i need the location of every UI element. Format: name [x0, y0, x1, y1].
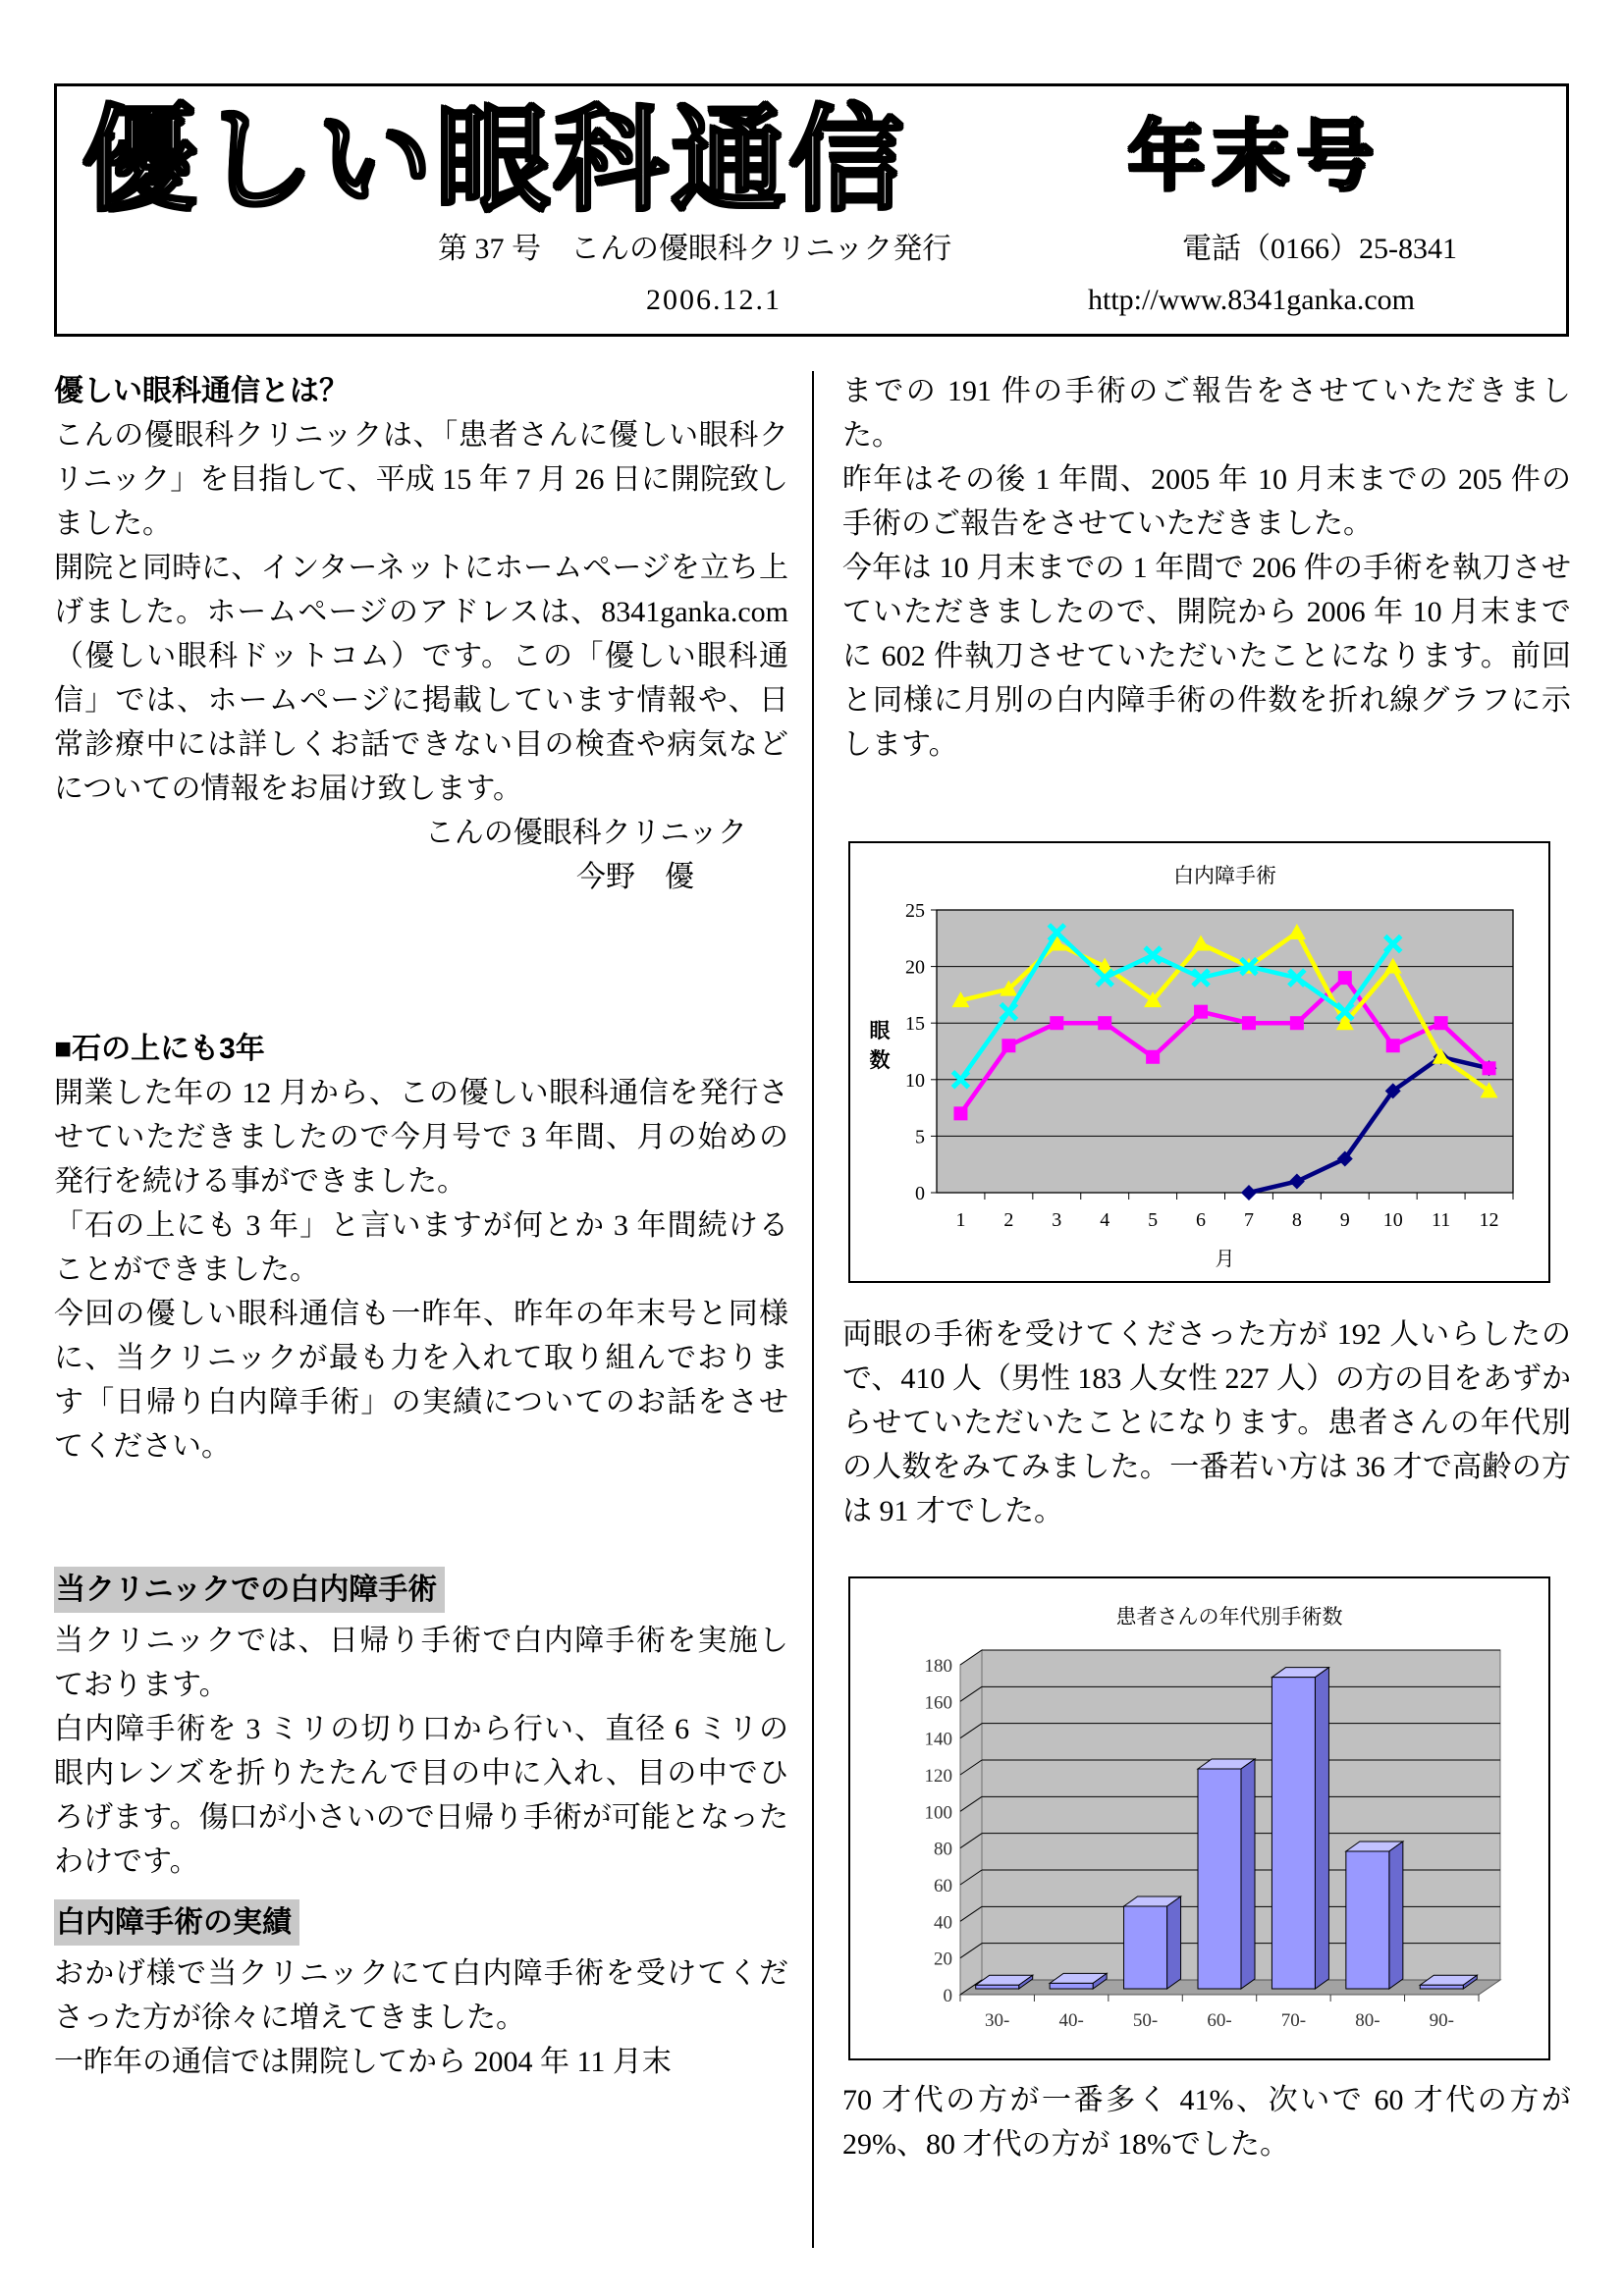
- svg-text:80-: 80-: [1355, 2010, 1380, 2031]
- issue-badge: 年末号: [1127, 114, 1381, 199]
- paragraph: 開業した年の 12 月から、この優しい眼科通信を発行させていただきましたので今月号で 3 年間、月の始めの発行を続ける事ができました。: [54, 1077, 788, 1198]
- phone-number: 電話（0166）25-8341: [1182, 233, 1457, 265]
- svg-text:60: 60: [934, 1876, 952, 1896]
- svg-text:20: 20: [905, 956, 925, 979]
- issue-line: 第 37 号 こんの優眼科クリニック発行: [438, 233, 952, 265]
- svg-text:眼数: 眼数: [869, 1020, 891, 1072]
- website-url: http://www.8341ganka.com: [1088, 284, 1416, 316]
- svg-text:100: 100: [924, 1802, 952, 1824]
- left-column: [54, 369, 788, 2084]
- svg-text:5: 5: [915, 1126, 925, 1148]
- svg-text:50-: 50-: [1132, 2010, 1159, 2031]
- issue-date: 2006.12.1: [646, 284, 782, 316]
- paragraph: 昨年はその後 1 年間、2005 年 10 月末までの 205 件の手術のご報告をさせていただきました。: [842, 463, 1571, 540]
- svg-text:80: 80: [934, 1839, 952, 1860]
- svg-text:5: 5: [1148, 1209, 1159, 1231]
- svg-text:4: 4: [1100, 1209, 1110, 1231]
- column-divider: [812, 371, 814, 2248]
- svg-text:25: 25: [905, 900, 925, 922]
- right-column: [842, 369, 1571, 2166]
- bar-chart: [848, 1576, 1550, 2060]
- line-chart: [848, 841, 1550, 1283]
- svg-text:30-: 30-: [985, 2010, 1010, 2031]
- section-heading-3years: ■石の上にも3年: [54, 1033, 265, 1065]
- svg-text:40-: 40-: [1058, 2010, 1084, 2031]
- paragraph: 今回の優しい眼科通信も一昨年、昨年の年末号と同様に、当クリニックが最も力を入れて取り組んでおります「日帰り白内障手術」の実績についてのお話をさせてください。: [54, 1298, 788, 1463]
- signature-clinic: こんの優眼科クリニック: [424, 817, 747, 849]
- svg-text:60-: 60-: [1207, 2010, 1232, 2031]
- svg-text:白内障手術: 白内障手術: [1173, 865, 1276, 887]
- svg-text:2: 2: [1003, 1209, 1014, 1231]
- spacer: [54, 899, 788, 1027]
- paragraph: おかげ様で当クリニックにて白内障手術を受けてくださった方が徐々に増えてきました。: [54, 1957, 788, 2034]
- svg-text:140: 140: [924, 1729, 952, 1750]
- paragraph: 70 才代の方が一番多く 41%、次いで 60 才代の方が 29%、80 才代の方が 18%でした。: [842, 2084, 1571, 2161]
- svg-text:9: 9: [1339, 1209, 1350, 1231]
- svg-text:月: 月: [1215, 1249, 1235, 1270]
- svg-text:6: 6: [1196, 1209, 1207, 1231]
- svg-text:120: 120: [924, 1766, 952, 1787]
- section-heading-about: 優しい眼科通信とは？: [54, 375, 349, 407]
- newsletter-title: 優しい眼科通信: [82, 99, 907, 225]
- svg-text:0: 0: [915, 1183, 925, 1204]
- paragraph: 今年は 10 月末までの 1 年間で 206 件の手術を執刀させていただきましたので、開院から 2006 年 10 月末までに 602 件執刀させていただいたことになります。前回と同様に月別の白内障手術の件数を折れ線グラフに示します。: [842, 552, 1571, 761]
- svg-text:40: 40: [934, 1912, 952, 1934]
- svg-text:0: 0: [943, 1986, 952, 2006]
- section-heading-clinic-surgery: 当クリニックでの白内障手術: [54, 1567, 445, 1613]
- paragraph: 両眼の手術を受けてくださった方が 192 人いらしたので、410 人（男性 183 人女性 227 人）の方の目をあずからせていただいたことになります。患者さんの年代別の人数をみてみました。一番若い方は 36 才で高齢の方は 91 才でした。: [842, 1318, 1571, 1527]
- spacer: [54, 1468, 788, 1551]
- paragraph: 「石の上にも 3 年」と言いますが何とか 3 年間続けることができました。: [54, 1209, 788, 1286]
- paragraph: までの 191 件の手術のご報告をさせていただきました。: [842, 375, 1571, 452]
- paragraph: こんの優眼科クリニックは、「患者さんに優しい眼科クリニック」を目指して、平成 15 年 7 月 26 日に開院致しました。: [54, 419, 788, 540]
- svg-text:8: 8: [1291, 1209, 1302, 1231]
- svg-text:7: 7: [1243, 1209, 1254, 1231]
- svg-text:3: 3: [1052, 1209, 1062, 1231]
- svg-text:180: 180: [924, 1656, 952, 1677]
- paragraph: 一昨年の通信では開院してから 2004 年 11 月末: [54, 2046, 672, 2078]
- svg-text:70-: 70-: [1280, 2010, 1307, 2031]
- svg-text:15: 15: [905, 1013, 925, 1036]
- paragraph: 当クリニックでは、日帰り手術で白内障手術を実施しております。: [54, 1625, 788, 1701]
- svg-text:10: 10: [905, 1069, 925, 1092]
- header-box: [54, 83, 1569, 337]
- paragraph: 開院と同時に、インターネットにホームページを立ち上げました。ホームページのアドレスは、8341ganka.com（優しい眼科ドットコム）です。この「優しい眼科通信」では、ホームページに掲載しています情報や、日常診療中には詳しくお話できない目の検査や病気などについての情報をお届け致します。: [54, 552, 788, 805]
- line-chart-svg: [850, 843, 1548, 1281]
- svg-text:160: 160: [924, 1692, 952, 1714]
- paragraph: 白内障手術を 3 ミリの切り口から行い、直径 6 ミリの眼内レンズを折りたたんで目の中に入れ、目の中でひろげます。傷口が小さいので日帰り手術が可能となったわけです。: [54, 1713, 788, 1878]
- svg-text:20: 20: [934, 1949, 952, 1970]
- svg-text:患者さんの年代別手術数: 患者さんの年代別手術数: [1115, 1606, 1343, 1629]
- svg-text:10: 10: [1382, 1209, 1403, 1231]
- signature-name: 今野 優: [576, 861, 694, 893]
- section-heading-results: 白内障手術の実績: [54, 1899, 299, 1946]
- svg-text:90-: 90-: [1429, 2010, 1454, 2031]
- svg-text:12: 12: [1479, 1209, 1499, 1231]
- svg-text:1: 1: [955, 1209, 966, 1231]
- bar-chart-svg: [850, 1578, 1546, 2056]
- svg-text:11: 11: [1431, 1209, 1451, 1231]
